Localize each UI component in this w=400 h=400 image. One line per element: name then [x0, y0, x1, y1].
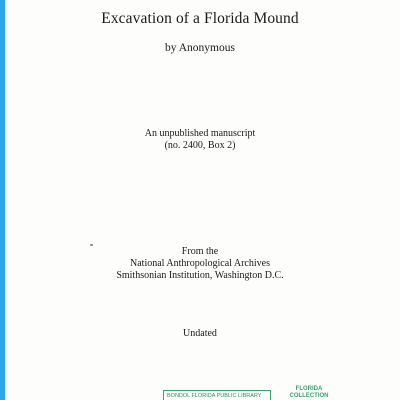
manuscript-note [0, 128, 400, 152]
source-line-3: Smithsonian Institution, Washington D.C. [116, 270, 284, 281]
library-stamp: BONDOL FLORIDA PUBLIC LIBRARY [163, 390, 271, 400]
document-author: by Anonymous [165, 42, 235, 54]
collection-stamp-line-2: COLLECTION [289, 393, 329, 399]
source-archive [0, 246, 400, 282]
source-line-1: From the [181, 246, 219, 257]
manuscript-line-1: An unpublished manuscript [144, 128, 256, 139]
source-line-2: National Anthropological Archives [130, 258, 270, 269]
collection-stamp-line-1: FLORIDA [295, 386, 323, 392]
document-date: Undated [183, 328, 217, 339]
manuscript-line-2: (no. 2400, Box 2) [164, 140, 236, 151]
collection-stamp [281, 386, 337, 400]
binding-shadow [5, 0, 8, 400]
document-title: Excavation of a Florida Mound [101, 10, 299, 27]
